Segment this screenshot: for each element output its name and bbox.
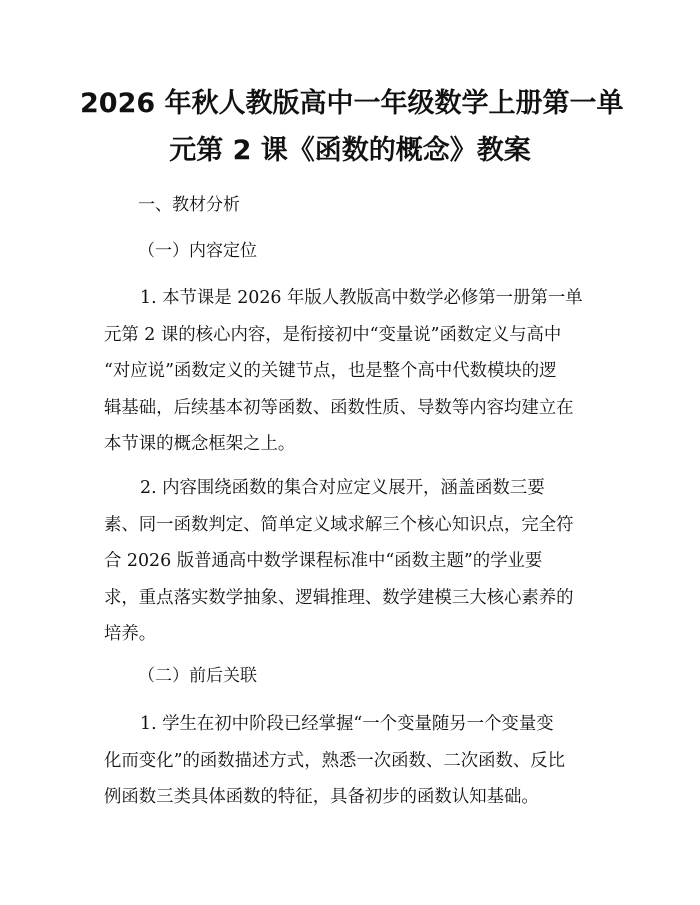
paragraph-1-line: 辑基础，后续基本初等函数、函数性质、导数等内容均建立在 (104, 397, 574, 418)
paragraph-3-line: 化而变化”的函数描述方式，熟悉一次函数、二次函数、反比 (104, 750, 566, 771)
paragraph-2-line: 求，重点落实数学抽象、逻辑推理、数学建模三大核心素养的 (104, 587, 574, 608)
paragraph-1-line: “对应说”函数定义的关键节点，也是整个高中代数模块的逻 (104, 361, 557, 381)
document-title-line-2: 元第 2 课《函数的概念》教案 (169, 135, 531, 166)
paragraph-1-line: 本节课的概念框架之上。 (104, 434, 296, 454)
paragraph-1 (104, 286, 604, 469)
paragraph-2-line: 合 2026 版普通高中数学课程标准中“函数主题”的学业要 (104, 551, 543, 571)
paragraph-3-line: 1. 学生在初中阶段已经掌握“一个变量随另一个变量变 (140, 714, 554, 734)
subsection-heading-content-positioning: （一）内容定位 (138, 241, 257, 261)
paragraph-2 (104, 476, 604, 659)
paragraph-2-line: 2. 内容围绕函数的集合对应定义展开，涵盖函数三要 (140, 478, 545, 498)
subsection-heading-connections: （二）前后关联 (138, 666, 257, 686)
paragraph-1-line: 1. 本节课是 2026 年版人教版高中数学必修第一册第一单 (140, 288, 583, 308)
paragraph-3 (104, 712, 604, 822)
section-heading-textbook-analysis: 一、教材分析 (138, 195, 240, 215)
paragraph-1-line: 元第 2 课的核心内容，是衔接初中“变量说”函数定义与高中 (104, 324, 562, 345)
paragraph-2-line: 素、同一函数判定、简单定义域求解三个核心知识点，完全符 (104, 514, 574, 535)
paragraph-3-line: 例函数三类具体函数的特征，具备初步的函数认知基础。 (104, 787, 539, 807)
paragraph-2-line: 培养。 (104, 624, 157, 644)
document-title-line-1: 2026 年秋人教版高中一年级数学上册第一单 (80, 88, 624, 119)
